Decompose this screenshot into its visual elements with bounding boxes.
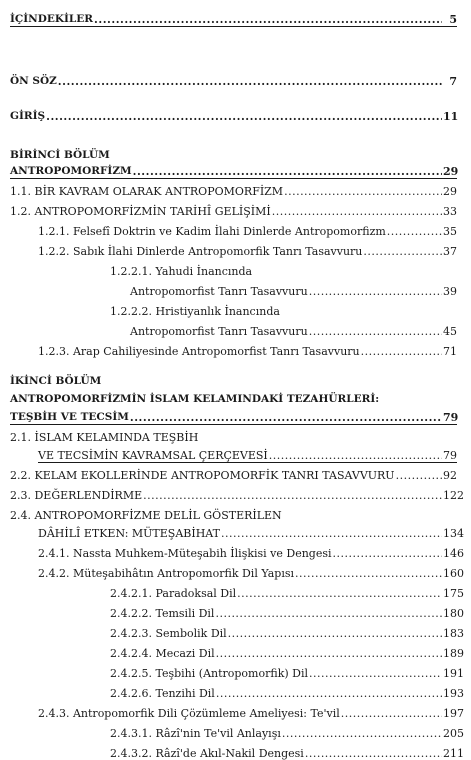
- toc-entry[interactable]: [10, 202, 457, 218]
- toc-entry-title: 2.4.2. Müteşabihâtın Antropomorfik Dil Yapısı: [38, 567, 295, 580]
- toc-entry[interactable]: [38, 544, 464, 560]
- dot-leader: [309, 667, 442, 680]
- toc-page-number: 7: [449, 75, 457, 88]
- toc-page-number: 37: [443, 245, 457, 258]
- toc-entry-title: 2.3. DEĞERLENDİRME: [10, 489, 143, 502]
- dot-leader: [396, 469, 442, 482]
- toc-entry[interactable]: [38, 524, 464, 540]
- toc-page-number: 160: [443, 567, 464, 580]
- toc-entry-title: GİRİŞ: [10, 110, 46, 122]
- toc-entry-title: İÇİNDEKİLER: [10, 13, 94, 25]
- toc-page-number: 39: [443, 285, 457, 298]
- dot-leader: [272, 205, 442, 218]
- dot-leader: [216, 687, 442, 700]
- dot-leader: [216, 647, 442, 660]
- toc-page-number: 79: [443, 411, 459, 424]
- toc-entry-title: 2.4.2.1. Paradoksal Dil: [110, 587, 237, 600]
- dot-leader: [58, 75, 442, 88]
- dot-leader: [228, 627, 442, 640]
- toc-entry-title: VE TECSİMİN KAVRAMSAL ÇERÇEVESİ: [38, 449, 268, 462]
- toc-page-number: 29: [443, 185, 457, 198]
- toc-entry[interactable]: [110, 604, 464, 620]
- toc-entry-title: 1.2.2. Sabık İlahi Dinlerde Antropomorfik Tanrı Tasavvuru: [38, 245, 363, 258]
- toc-entry-title: 1.2. ANTROPOMORFİZMİN TARİHÎ GELİŞİMİ: [10, 205, 271, 218]
- toc-entry[interactable]: [110, 624, 464, 640]
- toc-entry[interactable]: [110, 744, 464, 760]
- dot-leader: [130, 411, 442, 424]
- toc-entry[interactable]: [10, 107, 457, 123]
- toc-page-number: 33: [443, 205, 457, 218]
- toc-entry-title: ANTROPOMORFİZM: [10, 165, 132, 177]
- dot-leader: [341, 707, 442, 720]
- dot-leader: [295, 567, 442, 580]
- toc-page-number: 45: [443, 325, 457, 338]
- toc-page-number: 29: [443, 165, 459, 178]
- toc-heading: 1.2.2.1. Yahudi İnancında: [110, 265, 253, 278]
- toc-page-number: 197: [443, 707, 464, 720]
- toc-entry[interactable]: [110, 644, 464, 660]
- toc-entry[interactable]: [10, 162, 457, 179]
- dot-leader: [305, 747, 442, 760]
- dot-leader: [237, 587, 442, 600]
- toc-entry[interactable]: [110, 684, 464, 700]
- toc-entry[interactable]: [38, 564, 464, 580]
- toc-page-number: 180: [443, 607, 464, 620]
- toc-page-number: 205: [443, 727, 464, 740]
- toc-entry-title: 2.4.2.6. Tenzihi Dil: [110, 687, 215, 700]
- toc-page-number: 92: [443, 469, 457, 482]
- toc-entry[interactable]: [130, 282, 457, 298]
- dot-leader: [333, 547, 442, 560]
- dot-leader: [387, 225, 442, 238]
- toc-entry-title: Antropomorfist Tanrı Tasavvuru: [130, 325, 308, 338]
- toc-entry[interactable]: [10, 72, 457, 88]
- toc-heading: 2.1. İSLAM KELAMINDA TEŞBİH: [10, 431, 199, 444]
- toc-entry-title: 2.4.2.4. Mecazi Dil: [110, 647, 215, 660]
- toc-page-number: 211: [443, 747, 464, 760]
- toc-entry-title: 1.1. BİR KAVRAM OLARAK ANTROPOMORFİZM: [10, 185, 284, 198]
- toc-page-number: 183: [443, 627, 464, 640]
- dot-leader: [94, 13, 442, 26]
- toc-page-number: 35: [443, 225, 457, 238]
- toc-heading: ANTROPOMORFİZMİN İSLAM KELAMINDAKİ TEZAHÜRLERİ:: [10, 393, 380, 405]
- toc-entry-title: 1.2.1. Felsefî Doktrin ve Kadim İlahi Dinlerde Antropomorfizm: [38, 225, 386, 238]
- dot-leader: [215, 607, 442, 620]
- toc-entry-title: 2.4.1. Nassta Muhkem-Müteşabih İlişkisi ve Dengesi: [38, 547, 332, 560]
- dot-leader: [143, 489, 442, 502]
- toc-entry[interactable]: [10, 486, 464, 502]
- toc-entry-title: 1.2.3. Arap Cahiliyesinde Antropomorfist Tanrı Tasavvuru: [38, 345, 360, 358]
- toc-entry[interactable]: [38, 222, 457, 238]
- dot-leader: [363, 245, 442, 258]
- toc-entry[interactable]: [38, 342, 457, 358]
- dot-leader: [284, 185, 442, 198]
- toc-page-number: 122: [443, 489, 464, 502]
- dot-leader: [133, 165, 442, 178]
- dot-leader: [309, 325, 442, 338]
- dot-leader: [269, 449, 442, 462]
- dot-leader: [221, 527, 442, 540]
- toc-page-number: 11: [443, 110, 459, 123]
- toc-heading: 2.4. ANTROPOMORFİZME DELİL GÖSTERİLEN: [10, 509, 282, 522]
- toc-entry[interactable]: [110, 584, 464, 600]
- toc-entry-title: 2.4.3.1. Râzî'nin Te'vil Anlayışı: [110, 727, 281, 740]
- toc-entry[interactable]: [130, 322, 457, 338]
- toc-page-number: 193: [443, 687, 464, 700]
- toc-page-number: 5: [449, 13, 457, 26]
- toc-entry-title: TEŞBİH VE TECSİM: [10, 411, 129, 423]
- toc-entry[interactable]: [10, 182, 457, 198]
- toc-heading: İKİNCİ BÖLÜM: [10, 375, 102, 387]
- toc-entry[interactable]: [38, 704, 464, 720]
- toc-entry[interactable]: [10, 10, 457, 27]
- dot-leader: [46, 110, 442, 123]
- toc-entry-title: 2.4.3.2. Râzî'de Akıl-Nakil Dengesi: [110, 747, 304, 760]
- toc-entry-title: DÂHİLÎ ETKEN: MÜTEŞABİHAT: [38, 527, 220, 540]
- toc-entry[interactable]: [110, 724, 464, 740]
- toc-entry[interactable]: [38, 242, 457, 258]
- toc-entry-title: Antropomorfist Tanrı Tasavvuru: [130, 285, 308, 298]
- toc-entry-title: 2.4.3. Antropomorfik Dili Çözümleme Ameliyesi: Te'vil: [38, 707, 340, 720]
- toc-entry[interactable]: [10, 466, 457, 482]
- toc-page-number: 189: [443, 647, 464, 660]
- toc-page-number: 146: [443, 547, 464, 560]
- dot-leader: [361, 345, 442, 358]
- toc-page-number: 134: [443, 527, 464, 540]
- toc-entry-title: 2.4.2.5. Teşbihi (Antropomorfik) Dil: [110, 667, 309, 680]
- dot-leader: [282, 727, 442, 740]
- toc-entry-title: 2.4.2.2. Temsili Dil: [110, 607, 215, 620]
- toc-entry[interactable]: [10, 408, 457, 425]
- toc-page-number: 79: [443, 449, 457, 462]
- toc-page-number: 175: [443, 587, 464, 600]
- toc-page-number: 71: [443, 345, 457, 358]
- toc-entry-title: 2.4.2.3. Sembolik Dil: [110, 627, 227, 640]
- toc-page-number: 191: [443, 667, 464, 680]
- dot-leader: [309, 285, 442, 298]
- toc-entry[interactable]: [110, 664, 464, 680]
- toc-heading: 1.2.2.2. Hristiyanlık İnancında: [110, 305, 280, 318]
- toc-entry[interactable]: [38, 446, 457, 463]
- toc-entry-title: ÖN SÖZ: [10, 75, 57, 87]
- toc-heading: BİRİNCİ BÖLÜM: [10, 149, 110, 161]
- toc-entry-title: 2.2. KELAM EKOLLERİNDE ANTROPOMORFİK TANRI TASAVVURU: [10, 469, 395, 482]
